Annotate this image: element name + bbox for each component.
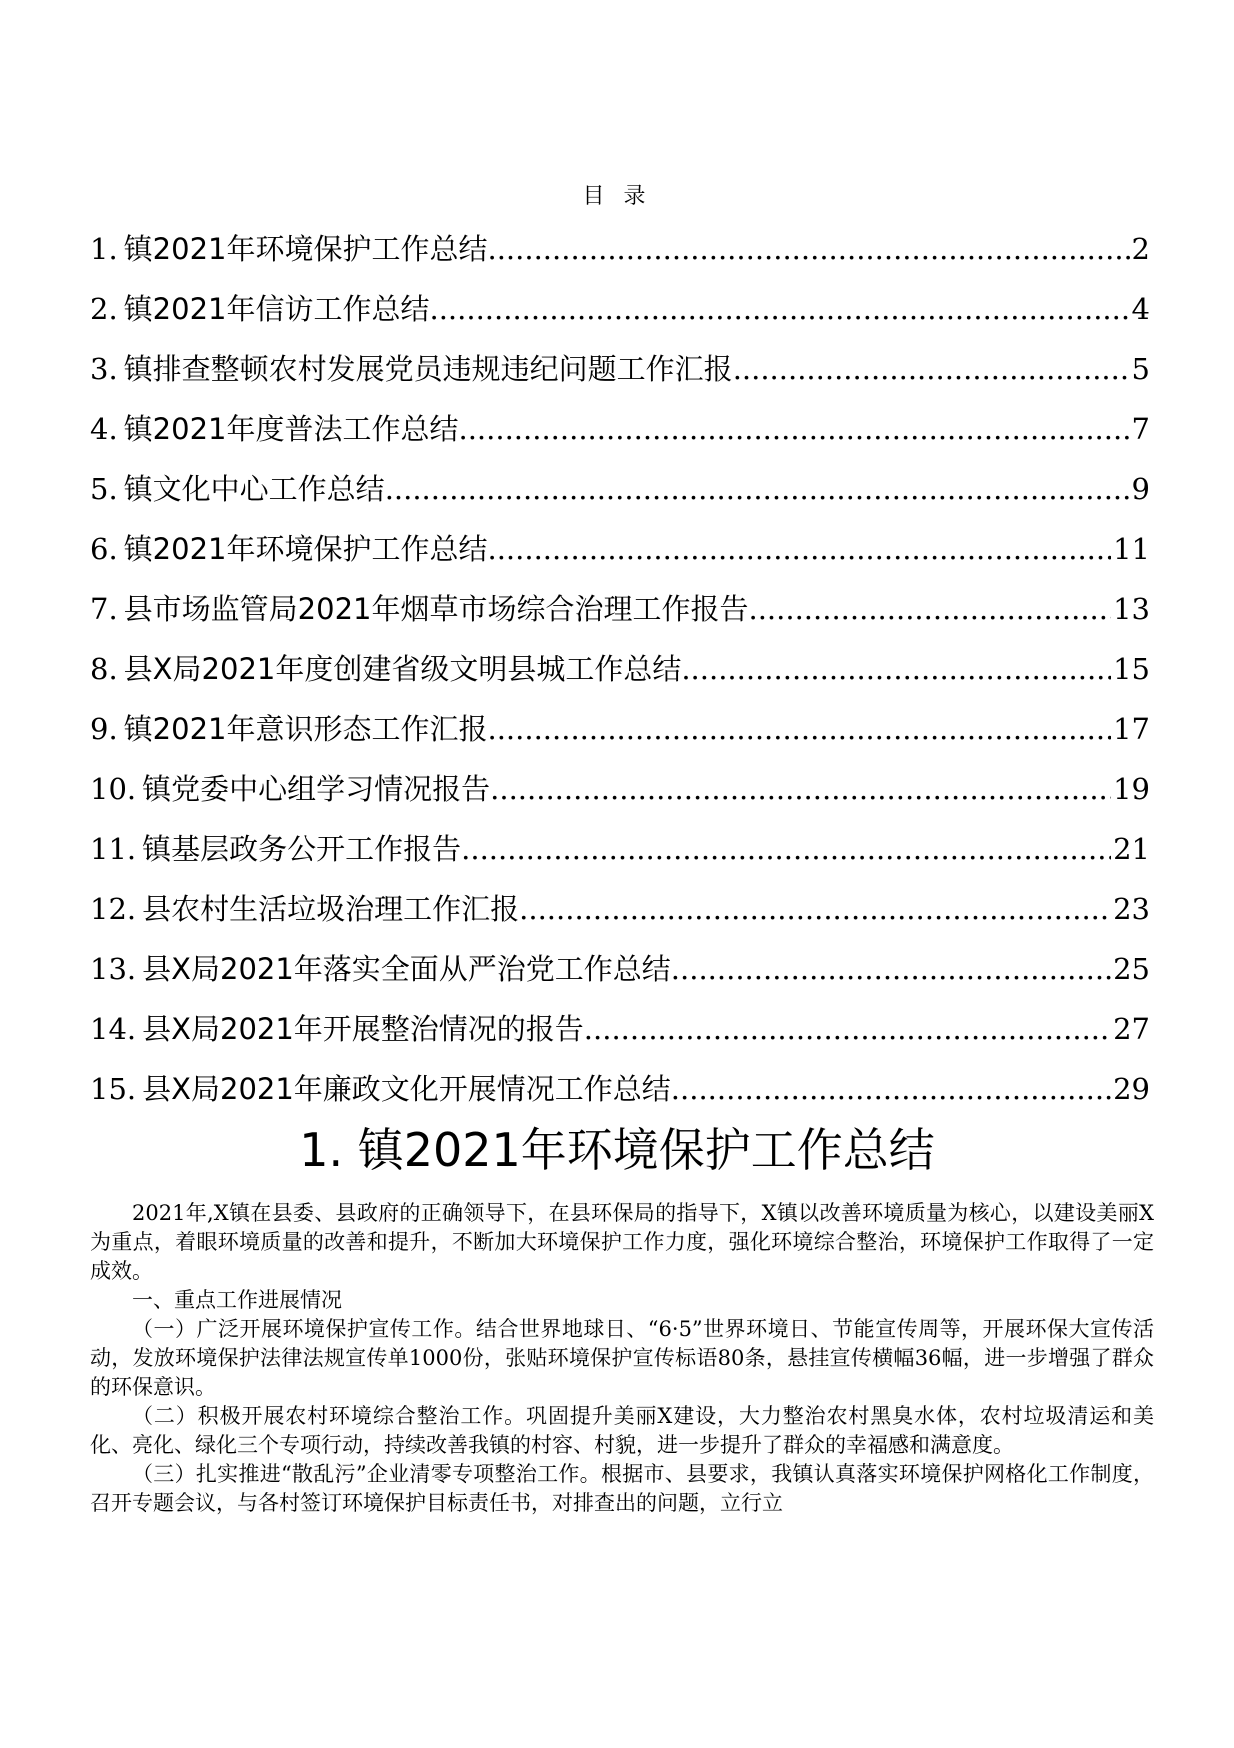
toc-item[interactable] [90, 279, 1150, 339]
toc-item-page: 27 [1113, 1012, 1150, 1046]
toc-item-page: 7 [1131, 412, 1150, 446]
toc-item-page: 13 [1113, 592, 1150, 626]
toc-item[interactable] [90, 459, 1150, 519]
toc-item-page: 25 [1113, 952, 1150, 986]
article-paragraph: （三）扎实推进“散乱污”企业清零专项整治工作。根据市、县要求，我镇认真落实环境保护网格化工作制度，召开专题会议，与各村签订环境保护目标责任书，对排查出的问题，立行立 [90, 1462, 1154, 1515]
toc-item[interactable] [90, 939, 1150, 999]
toc-item-page: 19 [1113, 772, 1150, 806]
toc-leader-dots [519, 879, 1111, 939]
toc-leader-dots [385, 459, 1130, 519]
toc-item[interactable] [90, 639, 1150, 699]
article-title: 1. 镇2021年环境保护工作总结 [299, 1123, 935, 1177]
toc-item[interactable] [90, 699, 1150, 759]
toc-item-number: 15. [90, 1072, 137, 1106]
toc-leader-dots [748, 579, 1111, 639]
toc-item-title: 镇2021年度普法工作总结 [123, 412, 459, 446]
toc-item-number: 11. [90, 832, 137, 866]
toc-item-title: 县X局2021年开展整治情况的报告 [142, 1012, 584, 1046]
toc-item-title: 镇基层政务公开工作报告 [142, 832, 462, 866]
toc-leader-dots [733, 339, 1130, 399]
toc-item[interactable] [90, 219, 1150, 279]
toc-item-title: 县农村生活垃圾治理工作汇报 [142, 892, 520, 926]
toc-leader-dots [487, 219, 1129, 279]
toc-item[interactable] [90, 339, 1150, 399]
toc-item-number: 2. [90, 292, 118, 326]
toc-item-number: 5. [90, 472, 118, 506]
toc-item[interactable] [90, 999, 1150, 1059]
toc-item-title: 县X局2021年度创建省级文明县城工作总结 [123, 652, 682, 686]
toc-leader-dots [461, 819, 1111, 879]
article-paragraph: 2021年,X镇在县委、县政府的正确领导下，在县环保局的指导下，X镇以改善环境质量为核心，以建设美丽X为重点，着眼环境质量的改善和提升，不断加大环境保护工作力度，强化环境综合整治，环境保护工作取得了一定成效。 [90, 1201, 1154, 1283]
toc-item-page: 17 [1113, 712, 1150, 746]
toc-item-page: 15 [1113, 652, 1150, 686]
toc-item[interactable] [90, 519, 1150, 579]
toc-leader-dots [490, 759, 1111, 819]
table-of-contents [90, 219, 1150, 1119]
toc-item-title: 镇排查整顿农村发展党员违规违纪问题工作汇报 [123, 352, 733, 386]
toc-item-number: 8. [90, 652, 118, 686]
toc-leader-dots [487, 519, 1111, 579]
toc-item-title: 县X局2021年落实全面从严治党工作总结 [142, 952, 671, 986]
toc-leader-dots [671, 1059, 1111, 1119]
toc-item-page: 2 [1131, 232, 1150, 266]
toc-leader-dots [458, 399, 1129, 459]
toc-leader-dots [681, 639, 1111, 699]
toc-item-title: 镇2021年信访工作总结 [123, 292, 430, 326]
toc-item-title: 镇2021年意识形态工作汇报 [123, 712, 488, 746]
toc-item-title: 镇2021年环境保护工作总结 [123, 232, 488, 266]
toc-item-number: 7. [90, 592, 118, 626]
toc-leader-dots [487, 699, 1111, 759]
toc-item[interactable] [90, 579, 1150, 639]
toc-item-number: 6. [90, 532, 118, 566]
toc-item-page: 4 [1131, 292, 1150, 326]
toc-leader-dots [584, 999, 1111, 1059]
toc-item-title: 镇文化中心工作总结 [123, 472, 385, 506]
toc-item-title: 县X局2021年廉政文化开展情况工作总结 [142, 1072, 671, 1106]
article-paragraph: （二）积极开展农村环境综合整治工作。巩固提升美丽X建设，大力整治农村黑臭水体，农村垃圾清运和美化、亮化、绿化三个专项行动，持续改善我镇的村容、村貌，进一步提升了群众的幸福感和满意度。 [90, 1404, 1154, 1457]
toc-item-title: 镇党委中心组学习情况报告 [142, 772, 491, 806]
section-heading: 一、重点工作进展情况 [132, 1288, 342, 1312]
toc-item[interactable] [90, 819, 1150, 879]
toc-item-number: 14. [90, 1012, 137, 1046]
toc-item-page: 9 [1131, 472, 1150, 506]
toc-item-number: 9. [90, 712, 118, 746]
article-body [90, 1199, 1154, 1518]
toc-item-title: 县市场监管局2021年烟草市场综合治理工作报告 [123, 592, 749, 626]
toc-item[interactable] [90, 1059, 1150, 1119]
toc-item-number: 10. [90, 772, 137, 806]
toc-item-title: 镇2021年环境保护工作总结 [123, 532, 488, 566]
toc-item-number: 1. [90, 232, 118, 266]
toc-leader-dots [429, 279, 1129, 339]
toc-item-number: 13. [90, 952, 137, 986]
article-paragraph: （一）广泛开展环境保护宣传工作。结合世界地球日、“6·5”世界环境日、节能宣传周等，开展环保大宣传活动，发放环境保护法律法规宣传单1000份，张贴环境保护宣传标语80条，悬挂宣传横幅36幅，进一步增强了群众的环保意识。 [90, 1317, 1154, 1399]
toc-item-page: 23 [1113, 892, 1150, 926]
toc-item-page: 11 [1113, 532, 1150, 566]
toc-item-number: 12. [90, 892, 137, 926]
toc-item[interactable] [90, 759, 1150, 819]
toc-item-number: 3. [90, 352, 118, 386]
toc-title: 目 录 [582, 184, 652, 209]
toc-item[interactable] [90, 879, 1150, 939]
toc-item-page: 5 [1131, 352, 1150, 386]
toc-item-number: 4. [90, 412, 118, 446]
toc-leader-dots [671, 939, 1111, 999]
toc-item[interactable] [90, 399, 1150, 459]
toc-item-page: 21 [1113, 832, 1150, 866]
toc-item-page: 29 [1113, 1072, 1150, 1106]
